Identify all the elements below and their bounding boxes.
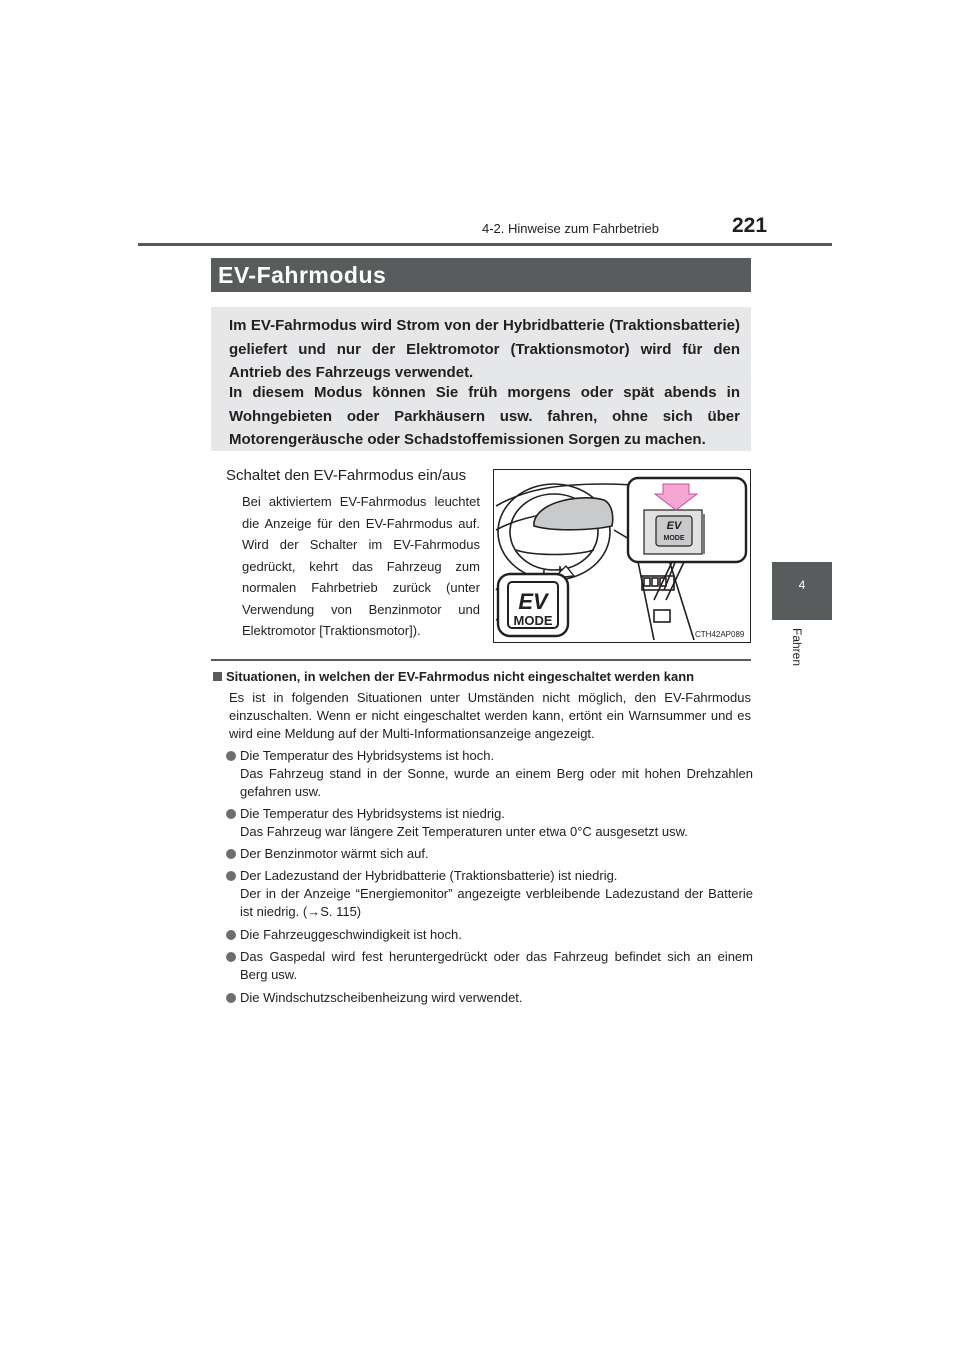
chapter-label: Fahren: [790, 628, 804, 667]
caption-title: Schaltet den EV-Fahrmodus ein/aus: [226, 467, 467, 484]
condition-text: Die Temperatur des Hybridsystems ist niedrig.: [240, 806, 505, 821]
condition-item: [226, 747, 753, 801]
condition-item: [226, 989, 753, 1007]
condition-text: Die Windschutzscheibenheizung wird verwendet.: [240, 990, 523, 1005]
bullet-icon: [226, 930, 236, 940]
heading-square-icon: [213, 672, 222, 681]
condition-item: [226, 867, 753, 921]
condition-item: [226, 845, 753, 863]
condition-detail: Das Fahrzeug stand in der Sonne, wurde an einem Berg oder mit hohen Drehzahlen gefahren usw.: [240, 766, 753, 799]
ev-mode-callout-small: [628, 478, 746, 600]
condition-item: [226, 948, 753, 984]
condition-item: [226, 926, 753, 944]
section-intro: Es ist in folgenden Situationen unter Umständen nicht möglich, den EV-Fahrmodus einzuschalten. Wenn er nicht eingeschaltet werden kann, ertönt ein Warnsummer und es wird eine Meldung auf der Multi-Informationsanzeige angezeigt.: [229, 690, 751, 741]
bullet-icon: [226, 751, 236, 761]
chapter-number: 4: [798, 578, 806, 592]
bullet-icon: [226, 952, 236, 962]
ev-mode-small-mode: MODE: [663, 535, 685, 542]
condition-detail: Der in der Anzeige “Energiemonitor” angezeigte verbleibende Ladezustand der Batterie ist niedrig. (→S. 115): [240, 886, 753, 919]
section-heading-text: Situationen, in welchen der EV-Fahrmodus nicht eingeschaltet werden kann: [226, 669, 695, 684]
ev-mode-callout-large: [498, 566, 574, 636]
condition-item: [226, 805, 753, 841]
caption-body: Bei aktiviertem EV-Fahrmodus leuchtet die Anzeige für den EV-Fahrmodus auf. Wird der Schalter im EV-Fahrmodus gedrückt, kehrt das Fahrzeug zum normalen Fahrbetrieb zurück (unter Verwendung von Benzinmotor und Elektromotor [Traktionsmotor]).: [242, 494, 480, 638]
intro-paragraph-1: Im EV-Fahrmodus wird Strom von der Hybridbatterie (Traktionsbatterie) geliefert und nur der Elektromotor (Traktionsmotor) wird für den Antrieb des Fahrzeugs verwendet.: [229, 317, 740, 381]
bullet-icon: [226, 849, 236, 859]
ev-mode-big-ev: EV: [518, 589, 548, 614]
intro-paragraph-2: In diesem Modus können Sie früh morgens oder spät abends in Wohngebieten oder Parkhäusern usw. fahren, ohne sich über Motorengeräusche oder Schadstoffemissionen Sorgen zu machen.: [229, 384, 740, 448]
condition-text: Der Ladezustand der Hybridbatterie (Traktionsbatterie) ist niedrig.: [240, 868, 618, 883]
figure-code: CTH42AP089: [695, 630, 745, 639]
bullet-icon: [226, 809, 236, 819]
section-divider: [211, 659, 751, 661]
dashboard-illustration: [493, 469, 751, 643]
page-title: EV-Fahrmodus: [218, 262, 387, 288]
ev-mode-big-mode: MODE: [513, 613, 553, 628]
header-divider: [138, 243, 832, 246]
page-number: 221: [732, 214, 768, 237]
section-heading: [213, 669, 694, 684]
condition-text: Das Gaspedal wird fest heruntergedrückt oder das Fahrzeug befindet sich an einem Berg usw.: [240, 949, 753, 982]
bullet-icon: [226, 871, 236, 881]
section-reference: 4-2. Hinweise zum Fahrbetrieb: [482, 221, 660, 236]
condition-text: Die Temperatur des Hybridsystems ist hoch.: [240, 748, 495, 763]
condition-detail: Das Fahrzeug war längere Zeit Temperaturen unter etwa 0°C ausgesetzt usw.: [240, 824, 688, 839]
ev-mode-small-ev: EV: [666, 520, 682, 532]
condition-text: Der Benzinmotor wärmt sich auf.: [240, 846, 429, 861]
condition-text: Die Fahrzeuggeschwindigkeit ist hoch.: [240, 927, 462, 942]
dashboard-drawing: [494, 470, 750, 642]
bullet-icon: [226, 993, 236, 1003]
